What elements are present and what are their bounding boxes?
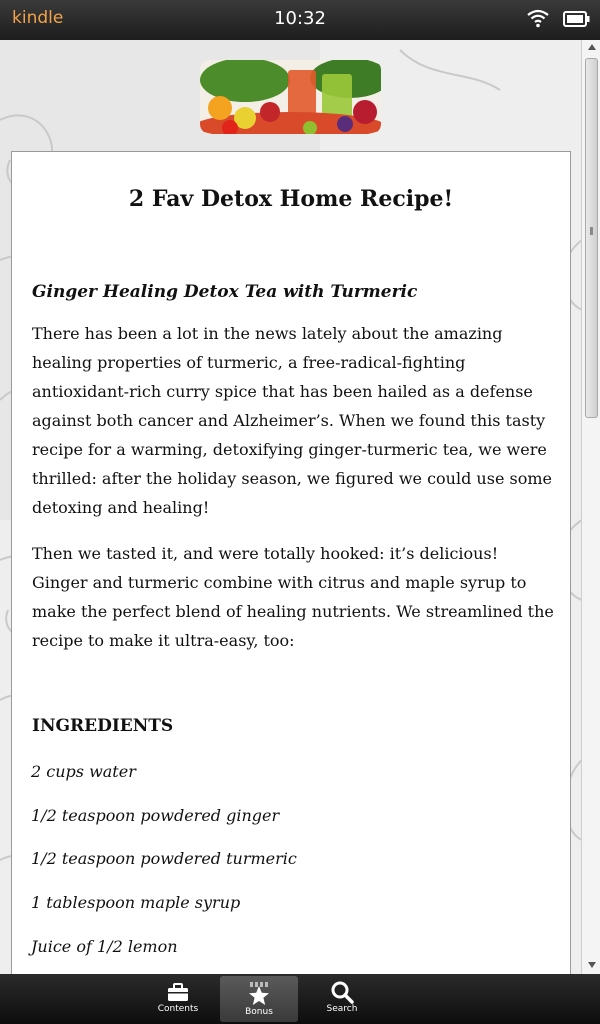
contents-label: Contents bbox=[157, 1004, 199, 1014]
scroll-thumb[interactable] bbox=[585, 58, 598, 418]
contents-button[interactable] bbox=[139, 974, 217, 1022]
bonus-button[interactable] bbox=[220, 976, 298, 1022]
ingredient-item: Juice of 1/2 lemon bbox=[31, 937, 178, 956]
hero-image bbox=[200, 60, 381, 134]
vertical-scrollbar[interactable] bbox=[581, 40, 600, 974]
ingredient-item: 1/2 teaspoon powdered ginger bbox=[31, 806, 280, 825]
scroll-up-arrow-icon[interactable] bbox=[588, 44, 596, 50]
search-label: Search bbox=[326, 1004, 358, 1014]
search-icon bbox=[330, 980, 354, 1004]
battery-icon bbox=[563, 11, 590, 27]
paragraph: Then we tasted it, and were totally hooked: it’s delicious! Ginger and turmeric combine with citrus and maple syrup to make the perfect blend of healing nutrients. We streamlined the recipe to make it ultra-easy, too: bbox=[32, 544, 554, 650]
ingredient-item: 1/2 teaspoon powdered turmeric bbox=[31, 849, 297, 868]
ingredient-item: 2 cups water bbox=[31, 762, 136, 781]
reader-content[interactable] bbox=[0, 40, 600, 974]
star-icon bbox=[247, 982, 271, 1006]
ingredient-item: 1 tablespoon maple syrup bbox=[31, 893, 241, 912]
briefcase-icon bbox=[166, 980, 190, 1004]
paragraph: There has been a lot in the news lately about the amazing healing properties of turmeric, a free-radical-fighting antioxidant-rich curry spice that has been hailed as a defense against both cancer and Alzheimer’s. When we found this tasty recipe for a warming, detoxifying ginger-turmeric tea, we were thrilled: after the holiday season, we figured we could use some detoxing and healing! bbox=[32, 324, 552, 517]
search-button[interactable] bbox=[303, 974, 381, 1022]
clock: 10:32 bbox=[274, 8, 326, 29]
juice-fruit-illustration bbox=[200, 60, 381, 134]
page-title: 2 Fav Detox Home Recipe! bbox=[128, 186, 454, 212]
status-bar bbox=[0, 0, 600, 40]
ingredients-heading: INGREDIENTS bbox=[32, 716, 174, 736]
bonus-label: Bonus bbox=[245, 1007, 273, 1017]
app-name[interactable]: kindle bbox=[12, 8, 64, 28]
recipe-subtitle: Ginger Healing Detox Tea with Turmeric bbox=[32, 282, 418, 302]
scroll-down-arrow-icon[interactable] bbox=[588, 962, 596, 968]
book-page bbox=[11, 151, 571, 974]
bottom-toolbar bbox=[0, 974, 600, 1024]
wifi-icon bbox=[526, 8, 550, 28]
